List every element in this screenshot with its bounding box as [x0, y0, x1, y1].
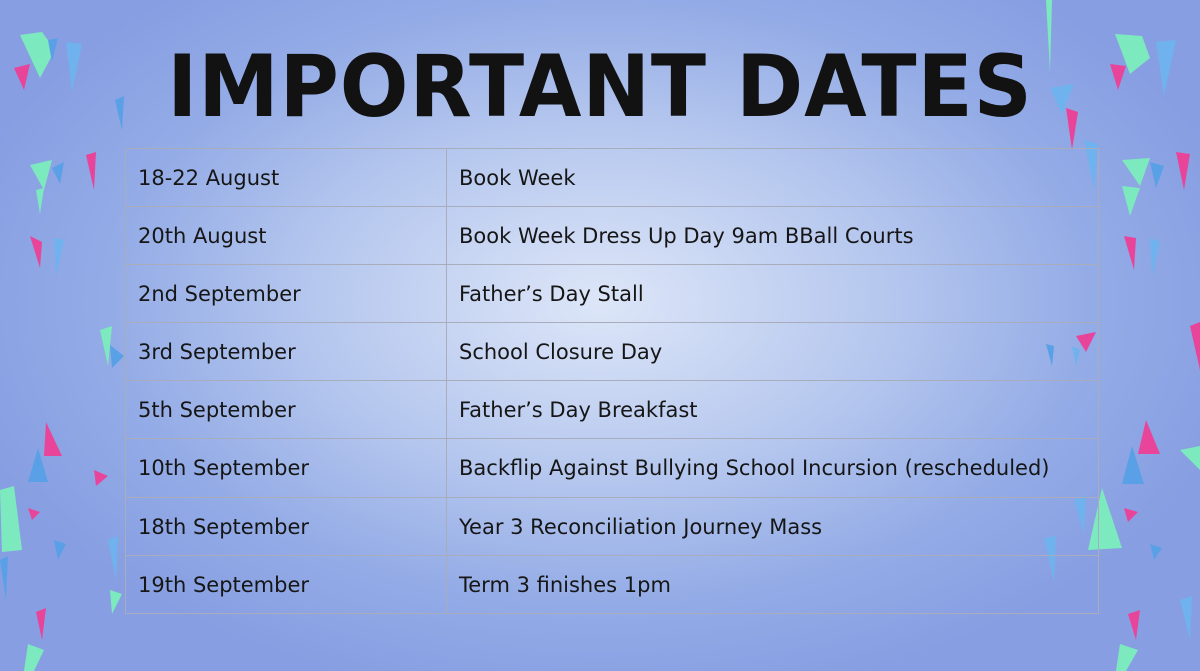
event-cell: Book Week Dress Up Day 9am BBall Courts — [447, 207, 1099, 265]
date-cell: 20th August — [126, 207, 447, 265]
date-cell: 10th September — [126, 439, 447, 498]
confetti-shard — [1122, 186, 1140, 216]
confetti-shard — [1180, 596, 1192, 640]
table-row — [126, 556, 1099, 614]
confetti-shard — [94, 470, 108, 486]
confetti-shard — [54, 238, 64, 276]
confetti-shard — [1124, 236, 1136, 270]
event-cell: Backflip Against Bullying School Incursion (rescheduled) — [447, 439, 1099, 498]
confetti-shard — [1190, 322, 1200, 370]
table-row — [126, 439, 1099, 498]
confetti-shard — [100, 326, 112, 366]
confetti-shard — [0, 556, 8, 600]
table-row — [126, 323, 1099, 381]
confetti-shard — [110, 345, 124, 368]
event-cell: Father’s Day Stall — [447, 265, 1099, 323]
event-cell: School Closure Day — [447, 323, 1099, 381]
confetti-shard — [28, 448, 48, 482]
confetti-shard — [1128, 610, 1140, 640]
date-cell: 3rd September — [126, 323, 447, 381]
confetti-shard — [1116, 644, 1138, 671]
confetti-shard — [1150, 238, 1160, 276]
confetti-shard — [1122, 446, 1144, 484]
event-cell: Father’s Day Breakfast — [447, 381, 1099, 439]
date-cell: 18th September — [126, 498, 447, 556]
confetti-shard — [30, 236, 42, 268]
date-cell: 5th September — [126, 381, 447, 439]
confetti-shard — [110, 590, 122, 614]
confetti-shard — [24, 644, 44, 671]
confetti-shard — [1180, 446, 1200, 470]
confetti-shard — [108, 536, 118, 580]
table-row — [126, 207, 1099, 265]
confetti-shard — [28, 508, 40, 520]
table-row — [126, 381, 1099, 439]
page-title: IMPORTANT DATES — [167, 37, 1033, 137]
confetti-shard — [86, 152, 96, 190]
confetti-shard — [1124, 508, 1138, 522]
confetti-shard — [1150, 162, 1164, 188]
date-cell: 18-22 August — [126, 149, 447, 207]
confetti-shard — [1176, 152, 1190, 190]
event-cell: Book Week — [447, 149, 1099, 207]
table-row — [126, 149, 1099, 207]
confetti-shard — [1150, 544, 1162, 560]
confetti-shard — [1122, 158, 1150, 186]
confetti-shard — [30, 160, 52, 190]
dates-table — [125, 148, 1099, 614]
confetti-shard — [36, 188, 44, 214]
confetti-shard — [44, 422, 62, 456]
confetti-shard — [54, 540, 66, 560]
confetti-shard — [0, 486, 22, 552]
table-row — [126, 498, 1099, 556]
confetti-shard — [52, 162, 64, 184]
confetti-shard — [36, 608, 46, 640]
confetti-shard — [14, 64, 30, 90]
event-cell: Term 3 finishes 1pm — [447, 556, 1099, 614]
date-cell: 19th September — [126, 556, 447, 614]
table-row — [126, 265, 1099, 323]
event-cell: Year 3 Reconciliation Journey Mass — [447, 498, 1099, 556]
confetti-shard — [1138, 420, 1160, 454]
date-cell: 2nd September — [126, 265, 447, 323]
